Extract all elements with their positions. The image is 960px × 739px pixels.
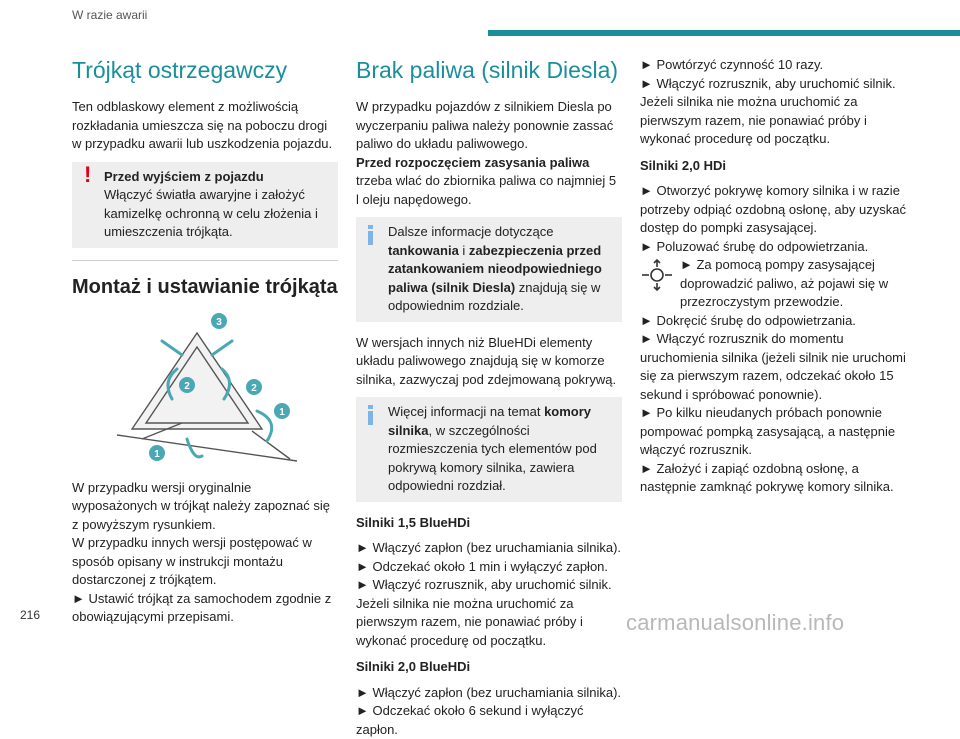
heading-20-hdi: Silniki 2,0 HDi	[640, 157, 726, 173]
step-label-1-left: 1	[154, 448, 160, 460]
section-header: W razie awarii	[72, 8, 148, 22]
step: ► Odczekać około 1 min i wyłączyć zapłon.	[356, 558, 609, 574]
body-text-1: W przypadku wersji oryginalnie wyposażonych w trójkąt należy zapoznać się z powyższym rysunkiem.	[72, 479, 330, 532]
column-hdi	[640, 56, 906, 497]
step: ► Otworzyć pokrywę komory silnika i w razie potrzeby odpiąć ozdobną osłonę, aby uzyskać dostęp do pompki zasysającej.	[640, 183, 906, 235]
step-label-1-right: 1	[279, 406, 285, 418]
column-fuel	[356, 56, 622, 739]
info-icon	[368, 225, 373, 245]
heading-out-of-fuel: Brak paliwa (silnik Diesla)	[356, 57, 619, 83]
step: ► Dokręcić śrubę do odpowietrzania.	[640, 312, 856, 328]
step: ► Włączyć zapłon (bez uruchamiania silnika).	[356, 684, 622, 700]
page-number: 216	[20, 608, 41, 622]
body-versions: W wersjach innych niż BlueHDi elementy układu paliwowego znajdują się w komorze silnika, zazwyczaj pod zdejmowaną pokrywą.	[356, 334, 617, 387]
warning-triangle-assembly-diagram	[102, 311, 302, 471]
step: ► Włączyć rozrusznik do momentu uruchomienia silnika (jeżeli silnik nie uruchomi się za pierwszym razem, odczekać około 15 sekund i spróbować ponownie).	[640, 331, 906, 402]
hand-pump-icon	[640, 258, 674, 292]
step: ► Po kilku nieudanych próbach ponownie pompować pompką zasysającą, a następnie włączyć rozrusznik.	[640, 405, 896, 457]
info-text: Dalsze informacje dotyczące	[388, 224, 554, 239]
info-bold-engine: komory silnika	[388, 404, 592, 438]
info-bold-refuelling: tankowania	[388, 242, 459, 258]
step: ► Włączyć zapłon (bez uruchamiania silnika).	[356, 540, 622, 555]
info-icon	[368, 405, 373, 425]
warning-title: Przed wyjściem z pojazdu	[104, 168, 264, 184]
step-pump-text: ► Za pomocą pompy zasysającej doprowadzić paliwo, aż pojawi się w przezroczystym przewodzie.	[680, 257, 889, 309]
info-text: Więcej informacji na temat	[388, 404, 545, 419]
step: ► Włączyć rozrusznik, aby uruchomić silnik.	[356, 577, 612, 592]
body-text-2: W przypadku innych wersji postępować w sposób opisany w instrukcji montażu dostarczonej z trójkątem.	[72, 535, 312, 587]
step: ► Powtórzyć czynność 10 razy.	[640, 57, 824, 72]
column-triangle	[72, 56, 338, 635]
info-text: , w szczególności rozmieszczenia tych elementów pod pokrywą komory silnika, zawiera odpowiedni rozdział.	[388, 422, 597, 493]
intro-text: Ten odblaskowy element z możliwością rozkładania umieszcza się na poboczu drogi w przypadku awarii lub uszkodzenia pojazdu.	[72, 99, 333, 151]
heading-triangle-assembly: Montaż i ustawianie trójkąta	[72, 275, 338, 298]
info-box-refuelling	[356, 217, 622, 322]
exclamation-icon: !	[84, 161, 92, 187]
heading-warning-triangle: Trójkąt ostrzegawczy	[72, 57, 288, 83]
heading-15-bluehdi: Silniki 1,5 BlueHDi	[356, 514, 471, 530]
step-note: Jeżeli silnika nie można uruchomić za pierwszym razem, nie ponawiać próby i wykonać procedurę od początku.	[356, 595, 583, 648]
step: ► Poluzować śrubę do odpowietrzania.	[640, 238, 869, 254]
before-priming-text: trzeba wlać do zbiornika paliwa co najmniej 5 l oleju napędowego.	[356, 173, 617, 207]
info-text: znajdują się w odpowiednim rozdziale.	[388, 279, 601, 313]
fuel-intro: W przypadku pojazdów z silnikiem Diesla po wyczerpaniu paliwa należy ponownie zassać paliwo do układu paliwowego.	[356, 99, 614, 151]
info-text: i	[458, 242, 469, 258]
header-accent-bar	[488, 30, 960, 36]
step: ► Założyć i zapiąć ozdobną osłonę, a następnie zamknąć pokrywę komory silnika.	[640, 460, 894, 494]
step-label-2-left: 2	[184, 380, 190, 392]
before-priming-label: Przed rozpoczęciem zasysania paliwa	[356, 154, 590, 170]
step-place-triangle: ► Ustawić trójkąt za samochodem zgodnie z obowiązującymi przepisami.	[72, 590, 332, 624]
step: ► Włączyć rozrusznik, aby uruchomić silnik.	[640, 75, 896, 91]
watermark: carmanualsonline.info	[626, 610, 845, 635]
divider	[72, 260, 338, 261]
step: ► Odczekać około 6 sekund i wyłączyć zapłon.	[356, 703, 584, 737]
step-pump	[640, 256, 906, 312]
step-label-3: 3	[216, 316, 222, 328]
step-label-2-right: 2	[251, 382, 257, 394]
warning-box	[72, 162, 338, 248]
step-note: Jeżeli silnika nie można uruchomić za pierwszym razem, nie ponawiać próby i wykonać procedurę od początku.	[640, 94, 867, 146]
info-box-engine-compartment	[356, 397, 622, 502]
info-bold-misfuel: zabezpieczenia przed zatankowaniem nieodpowiedniego paliwa (silnik Diesla)	[388, 242, 602, 295]
heading-20-bluehdi: Silniki 2,0 BlueHDi	[356, 659, 471, 674]
warning-text: Włączyć światła awaryjne i założyć kamizelkę ochronną w celu złożenia i umieszczenia trójkąta.	[104, 187, 318, 239]
